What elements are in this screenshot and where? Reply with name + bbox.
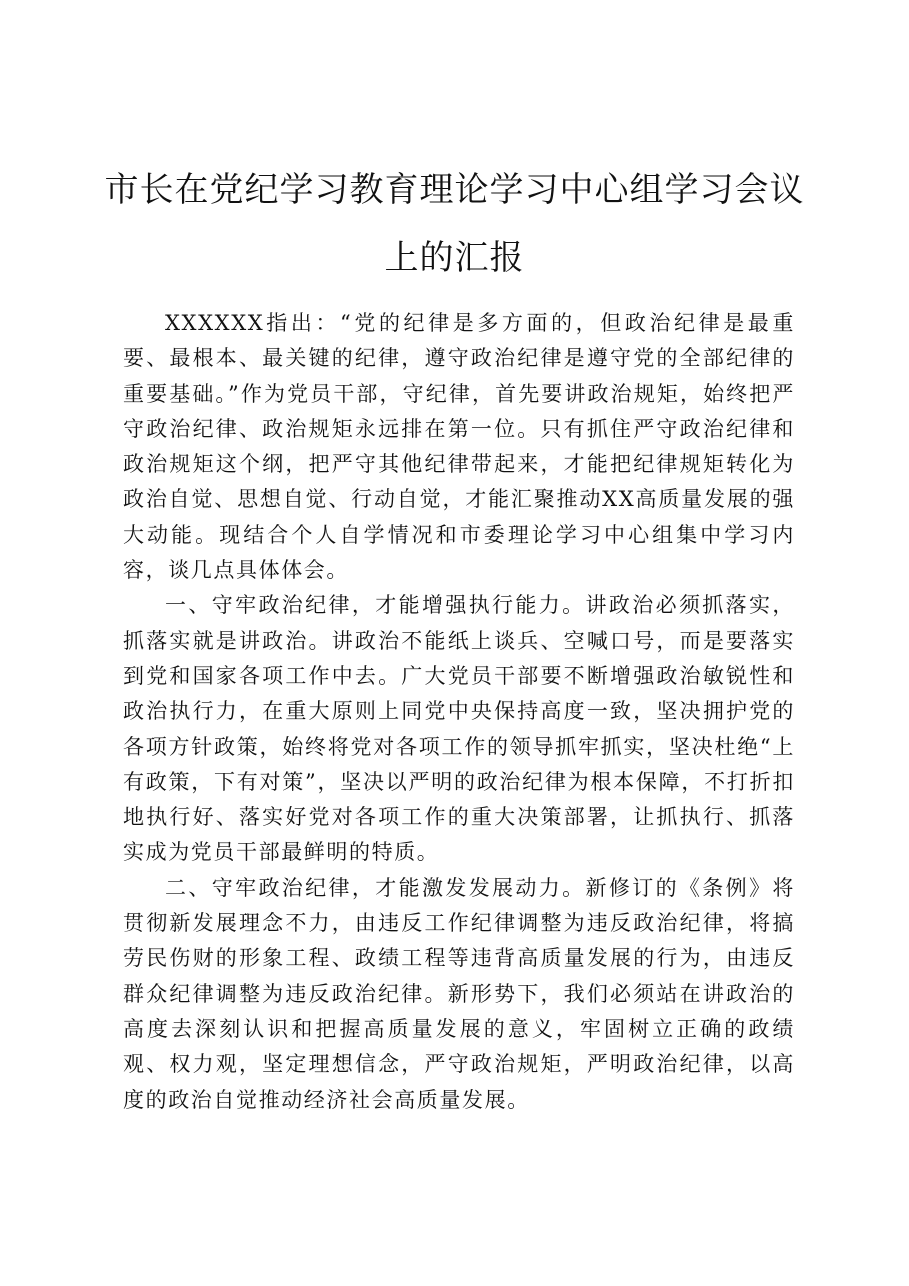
paragraph-intro: XXXXXX指出：“党的纪律是多方面的，但政治纪律是最重要、最根本、最关键的纪律，遵守政治纪律是遵守党的全部纪律的重要基础。”作为党员干部，守纪律，首先要讲政治规矩，始终把严守政治纪律、政治规矩永远排在第一位。只有抓住严守政治纪律和政治规矩这个纲，把严守其他纪律带起来，才能把纪律规矩转化为政治自觉、思想自觉、行动自觉，才能汇聚推动XX高质量发展的强大动能。现结合个人自学情况和市委理论学习中心组集中学习内容，谈几点具体体会。 <box>123 311 795 583</box>
document-body <box>123 306 795 1118</box>
paragraph-section-two: 二、守牢政治纪律，才能激发发展动力。新修订的《条例》将贯彻新发展理念不力，由违反工作纪律调整为违反政治纪律，将搞劳民伤财的形象工程、政绩工程等违背高质量发展的行为，由违反群众纪律调整为违反政治纪律。新形势下，我们必须站在讲政治的高度去深刻认识和把握高质量发展的意义，牢固树立正确的政绩观、权力观，坚定理想信念，严守政治规矩，严明政治纪律，以高度的政治自觉推动经济社会高质量发展。 <box>123 875 795 1112</box>
paragraph-section-one: 一、守牢政治纪律，才能增强执行能力。讲政治必须抓落实，抓落实就是讲政治。讲政治不能纸上谈兵、空喊口号，而是要落实到党和国家各项工作中去。广大党员干部要不断增强政治敏锐性和政治执行力，在重大原则上同党中央保持高度一致，坚决拥护党的各项方针政策，始终将党对各项工作的领导抓牢抓实，坚决杜绝“上有政策，下有对策”，坚决以严明的政治纪律为根本保障，不打折扣地执行好、落实好党对各项工作的重大决策部署，让抓执行、抓落实成为党员干部最鲜明的特质。 <box>123 593 795 865</box>
document-title: 市长在党纪学习教育理论学习中心组学习会议上的汇报 <box>104 170 805 278</box>
